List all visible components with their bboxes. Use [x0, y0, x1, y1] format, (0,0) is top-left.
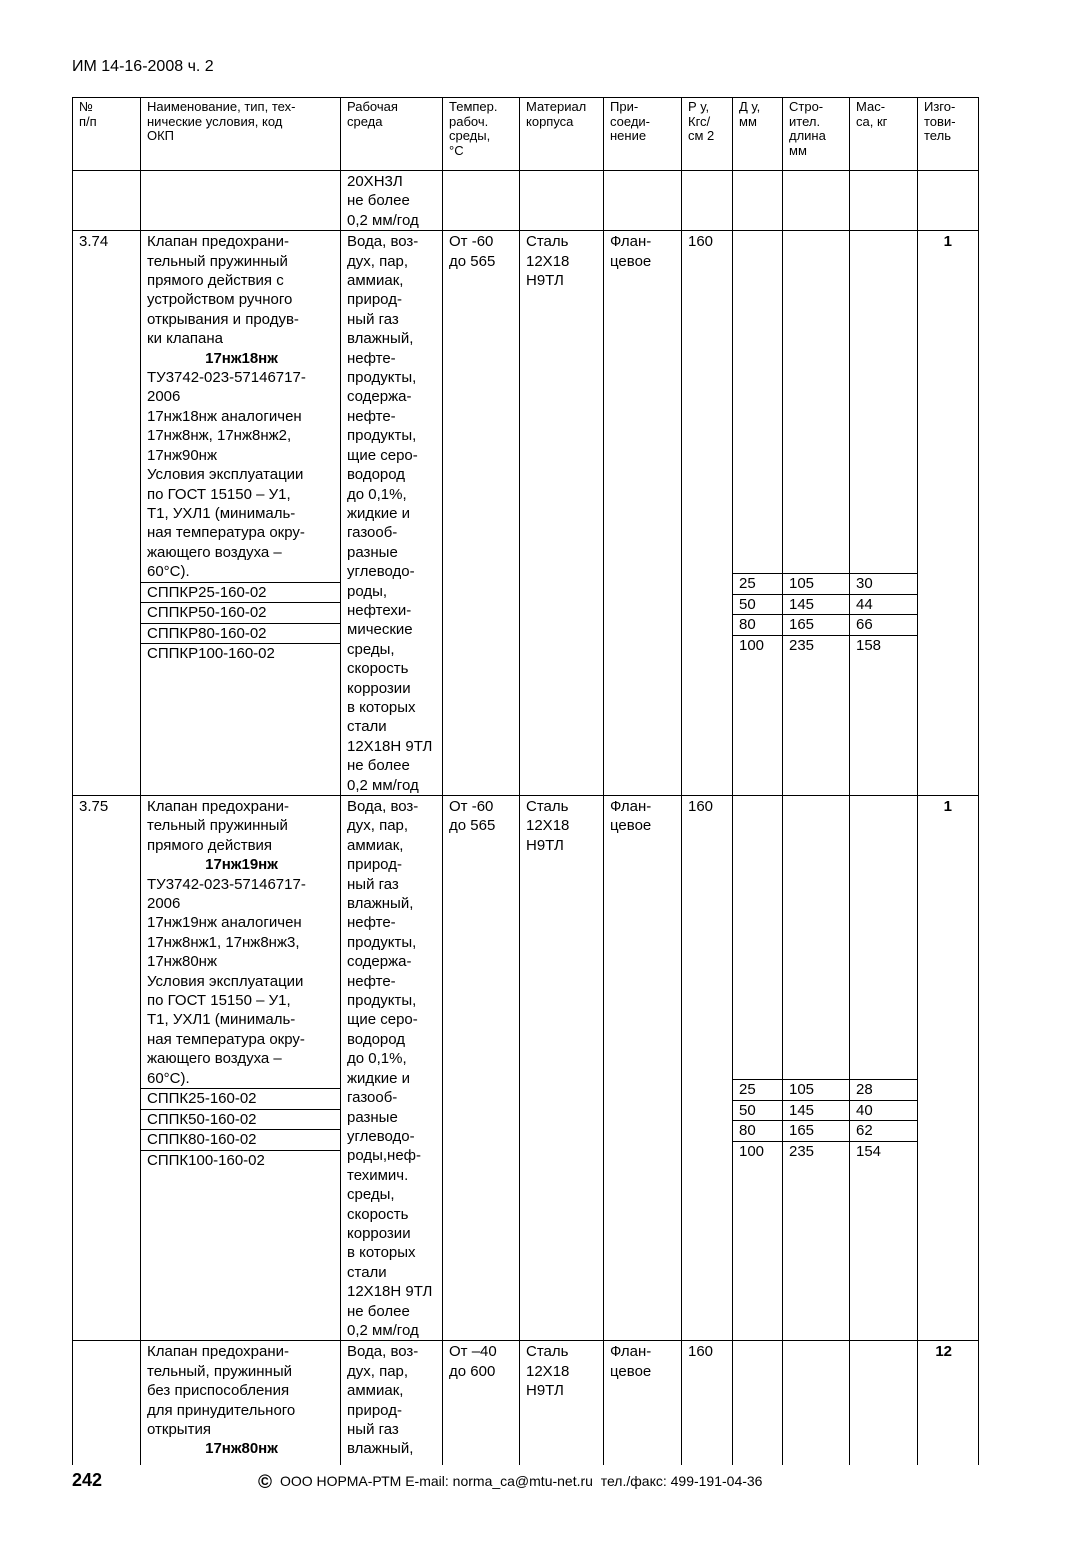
table-row [73, 1341, 979, 1465]
col-header-nominal-diameter: Д у, мм [733, 98, 783, 171]
col-header-name: Наименование, тип, тех- нические условия, код ОКП [141, 98, 341, 171]
cell-length [783, 1341, 850, 1465]
col-header-manufacturer: Изго- тови- тель [918, 98, 979, 171]
cell-number [73, 171, 141, 231]
cell-length [783, 796, 850, 1341]
cell-environment: Вода, воз- дух, пар, аммиак, природ- ный газ влажный, нефте- продукты, содержа- нефте- продукты, щие серо- водород до 0,1%, жидкие и газооб- разные углеводо- роды,неф- техимич. среды, скорость коррозии в которых стали 12Х18Н 9ТЛ не более 0,2 мм/год [341, 796, 443, 1341]
col-header-temperature: Темпер. рабоч. среды, °С [443, 98, 520, 171]
cell-nominal-diameter [733, 1341, 783, 1465]
col-header-mass: Мас- са, кг [850, 98, 918, 171]
cell-material [520, 171, 604, 231]
length-value: 165 [783, 615, 850, 636]
cell-connection [604, 171, 682, 231]
model-designation: СППК25-160-02 [141, 1089, 341, 1110]
cell-temperature [443, 171, 520, 231]
length-value: 105 [783, 1080, 850, 1101]
model-designation: СППК100-160-02 [147, 1151, 265, 1169]
valves-table [72, 97, 979, 1465]
col-header-connection: При- соеди- нение [604, 98, 682, 171]
dn-value: 25 [733, 1080, 783, 1101]
mass-value: 158 [856, 637, 882, 654]
length-value: 165 [783, 1121, 850, 1142]
page-number: 242 [72, 1470, 103, 1490]
table-row-continuation [73, 171, 979, 231]
length-value: 235 [789, 1142, 815, 1160]
model-designation: СППКР100-160-02 [147, 645, 275, 663]
cell-number: 3.75 [73, 796, 141, 1341]
dn-value: 50 [733, 595, 783, 616]
product-description: Клапан предохрани- тельный, пружинный без приспособления для принудительного открытия [147, 1343, 296, 1438]
cell-environment: Вода, воз- дух, пар, аммиак, природ- ный газ влажный, нефте- продукты, содержа- нефте- продукты, щие серо- водород до 0,1%, жидкие и газооб- разные углеводо- роды, нефтехи- мические среды, скорость коррозии в которых стали 12Х18Н 9ТЛ не более 0,2 мм/год [341, 231, 443, 796]
length-value: 145 [783, 595, 850, 616]
cell-manufacturer [918, 171, 979, 231]
mass-value: 62 [850, 1121, 918, 1142]
mass-value: 44 [850, 595, 918, 616]
cell-nominal-diameter [733, 231, 783, 796]
mass-value: 66 [850, 615, 918, 636]
col-header-length: Стро- ител. длина мм [783, 98, 850, 171]
product-description: Клапан предохрани- тельный пружинный прямого действия с устройством ручного открывания и продув- ки клапана [147, 233, 299, 348]
length-value: 235 [789, 637, 815, 654]
mass-value: 40 [850, 1101, 918, 1122]
cell-name [141, 231, 341, 796]
email-address[interactable]: norma_ca@mtu-net.ru [452, 1473, 593, 1489]
cell-nominal-diameter [733, 796, 783, 1341]
cell-number [73, 1341, 141, 1465]
cell-name [141, 171, 341, 231]
mass-value: 30 [850, 574, 918, 595]
cell-material: Сталь 12Х18 Н9ТЛ [520, 231, 604, 796]
model-designation: СППКР50-160-02 [141, 603, 341, 624]
table-header-row [73, 98, 979, 171]
model-designation: СППКР25-160-02 [141, 583, 341, 604]
dn-value: 100 [739, 1142, 765, 1160]
dn-value: 80 [733, 615, 783, 636]
table-row [73, 231, 979, 796]
cell-manufacturer: 12 [918, 1341, 979, 1465]
product-model-code: 17нж19нж [205, 856, 278, 874]
product-model-code: 17нж80нж [205, 1440, 278, 1458]
cell-number: 3.74 [73, 231, 141, 796]
cell-length [783, 171, 850, 231]
cell-mass [850, 1341, 918, 1465]
document-id: ИМ 14-16-2008 ч. 2 [72, 58, 214, 75]
dn-value: 25 [733, 574, 783, 595]
col-header-material: Материал корпуса [520, 98, 604, 171]
copyright-icon: © [258, 1472, 272, 1493]
cell-environment: Вода, воз- дух, пар, аммиак, природ- ный газ влажный, [341, 1341, 443, 1465]
cell-temperature: От -60 до 565 [443, 231, 520, 796]
cell-connection: Флан- цевое [604, 796, 682, 1341]
cell-connection: Флан- цевое [604, 1341, 682, 1465]
cell-name [141, 796, 341, 1341]
mass-value: 154 [856, 1142, 882, 1160]
length-value: 145 [783, 1101, 850, 1122]
model-designation: СППКР80-160-02 [141, 624, 341, 645]
cell-connection: Флан- цевое [604, 231, 682, 796]
col-header-number: № п/п [73, 98, 141, 171]
cell-temperature: От -60 до 565 [443, 796, 520, 1341]
length-value: 105 [783, 574, 850, 595]
product-description: Клапан предохрани- тельный пружинный прямого действия [147, 798, 289, 854]
dn-value: 50 [733, 1101, 783, 1122]
model-designation: СППК80-160-02 [141, 1130, 341, 1151]
cell-manufacturer: 1 [918, 231, 979, 796]
col-header-pressure: Р у, Кгс/ см 2 [682, 98, 733, 171]
dn-value: 100 [739, 637, 765, 654]
email-label: E-mail: [405, 1473, 449, 1489]
product-model-code: 17нж18нж [205, 349, 278, 367]
dn-value: 80 [733, 1121, 783, 1142]
copyright-line [258, 1472, 762, 1494]
mass-value: 28 [850, 1080, 918, 1101]
cell-nominal-diameter [733, 171, 783, 231]
cell-pressure: 160 [682, 796, 733, 1341]
valves-table-container [72, 97, 979, 1465]
publisher-name: ООО НОРМА-РТМ [280, 1473, 402, 1489]
col-header-environment: Рабочая среда [341, 98, 443, 171]
cell-length [783, 231, 850, 796]
cell-pressure [682, 171, 733, 231]
cell-temperature: От –40 до 600 [443, 1341, 520, 1465]
cell-material: Сталь 12Х18 Н9ТЛ [520, 1341, 604, 1465]
cell-pressure: 160 [682, 231, 733, 796]
table-row [73, 796, 979, 1341]
cell-material: Сталь 12Х18 Н9ТЛ [520, 796, 604, 1341]
cell-manufacturer: 1 [918, 796, 979, 1341]
cell-mass [850, 171, 918, 231]
model-designation: СППК50-160-02 [141, 1110, 341, 1131]
cell-name [141, 1341, 341, 1465]
cell-mass [850, 796, 918, 1341]
cell-pressure: 160 [682, 1341, 733, 1465]
product-specification: ТУ3742-023-57146717- 2006 17нж19нж аналогичен 17нж8нж1, 17нж8нж3, 17нж80нж Условия эксплуатации по ГОСТ 15150 – У1, Т1, УХЛ1 (минималь- ная температура окру- жающего воздуха – 60°С). [147, 875, 306, 1087]
cell-environment: 20ХН3Л не более 0,2 мм/год [341, 171, 443, 231]
product-specification: ТУ3742-023-57146717- 2006 17нж18нж аналогичен 17нж8нж, 17нж8нж2, 17нж90нж Условия эксплуатации по ГОСТ 15150 – У1, Т1, УХЛ1 (минималь- ная температура окру- жающего воздуха – 60°С). [147, 369, 306, 581]
cell-mass [850, 231, 918, 796]
phone-fax: тел./факс: 499-191-04-36 [600, 1473, 763, 1489]
